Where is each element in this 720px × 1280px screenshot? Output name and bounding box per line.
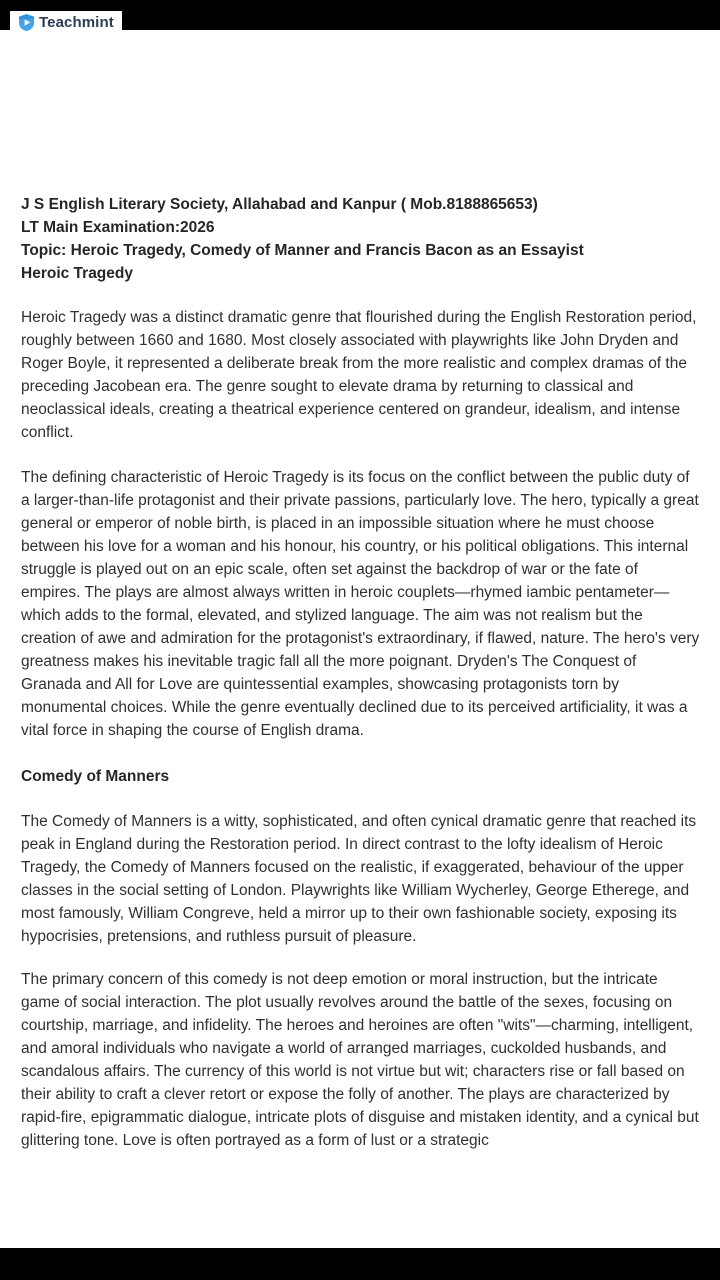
document-page[interactable]: [0, 30, 720, 1248]
teachmint-shield-play-icon: [19, 14, 34, 31]
paragraph-heroic-tragedy-2: The defining characteristic of Heroic Tragedy is its focus on the conflict between the public duty of a larger-than-life protagonist and their private passions, particularly love. The hero, typically a great general or emperor of noble birth, is placed in an impossible situation where he must choose between his love for a woman and his honour, his country, or his political obligations. This internal struggle is played out on an epic scale, often set against the backdrop of war or the fate of empires. The plays are almost always written in heroic couplets—rhymed iambic pentameter—which adds to the formal, elevated, and stylized language. The aim was not realism but the creation of awe and admiration for the protagonist's extraordinary, if flawed, nature. The hero's very greatness makes his inevitable tragic fall all the more poignant. Dryden's The Conquest of Granada and All for Love are quintessential examples, showcasing protagonists torn by monumental choices. While the genre eventually declined due to its perceived artificiality, it was a vital force in shaping the course of English drama.: [21, 469, 700, 739]
section-heading-heroic-tragedy: Heroic Tragedy: [21, 265, 133, 282]
section-heading-comedy-of-manners: Comedy of Manners: [21, 768, 170, 785]
bottom-letterbox-bar: [0, 1248, 720, 1280]
teachmint-watermark: [10, 11, 122, 33]
header-line-topic: Topic: Heroic Tragedy, Comedy of Manner and Francis Bacon as an Essayist: [21, 242, 584, 259]
teachmint-brand-label: Teachmint: [39, 13, 114, 31]
paragraph-comedy-2: The primary concern of this comedy is not deep emotion or moral instruction, but the intricate game of social interaction. The plot usually revolves around the battle of the sexes, focusing on courtship, marriage, and infidelity. The heroes and heroines are often "wits"—charming, intelligent, and amoral individuals who navigate a world of arranged marriages, cuckolded husbands, and scandalous affairs. The currency of this world is not virtue but wit; characters rise or fall based on their ability to craft a clever retort or expose the folly of another. The plays are characterized by rapid-fire, epigrammatic dialogue, intricate plots of disguise and mistaken identity, and a cynical but glittering tone. Love is often portrayed as a form of lust or a strategic: [21, 971, 699, 1149]
header-line-exam: LT Main Examination:2026: [21, 219, 215, 236]
document-header: [21, 193, 700, 285]
paragraph-comedy-1: The Comedy of Manners is a witty, sophisticated, and often cynical dramatic genre that reached its peak in England during the Restoration period. In direct contrast to the lofty idealism of Heroic Tragedy, the Comedy of Manners focused on the realistic, if exaggerated, behaviour of the upper classes in the social setting of London. Playwrights like William Wycherley, George Etherege, and most famously, William Congreve, held a mirror up to their own fashionable society, exposing its hypocrisies, pretensions, and ruthless pursuit of pleasure.: [21, 813, 697, 945]
paragraph-heroic-tragedy-1: Heroic Tragedy was a distinct dramatic genre that flourished during the English Restoration period, roughly between 1660 and 1680. Most closely associated with playwrights like John Dryden and Roger Boyle, it represented a deliberate break from the more realistic and complex dramas of the preceding Jacobean era. The genre sought to elevate drama by returning to classical and neoclassical ideals, creating a theatrical experience centered on grandeur, idealism, and intense conflict.: [21, 309, 697, 441]
header-line-society: J S English Literary Society, Allahabad and Kanpur ( Mob.8188865653): [21, 196, 538, 213]
